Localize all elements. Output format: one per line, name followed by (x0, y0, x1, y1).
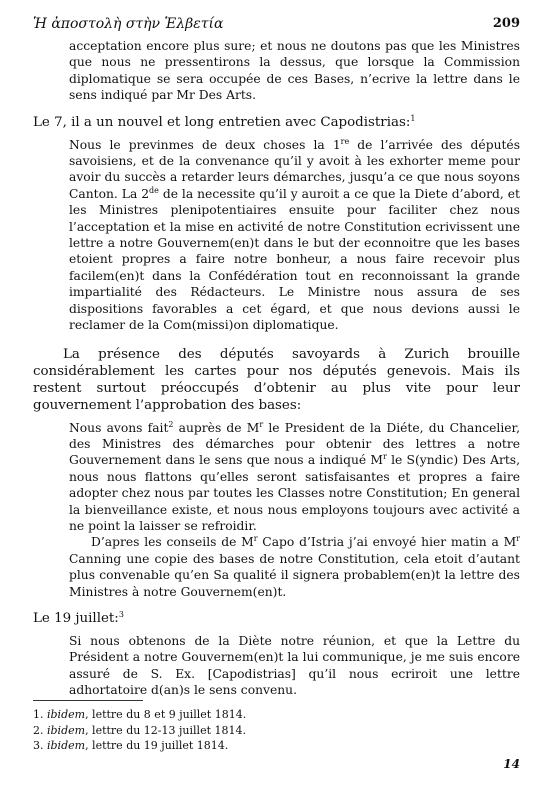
narrative-line-7 (33, 114, 520, 131)
quote-capodistrias (69, 137, 520, 334)
quote-canning (69, 534, 520, 600)
paragraph-text: Si nous obtenons de la Diète notre réunion, et que la Lettre du Président a notre Gouvernem(en)t la lui communique, je me suis encore assuré de S. Ex. [Capodistrias] qu’il nous ecriroit une lettre adhortatoire d(an)s le sens convenu. (69, 633, 520, 698)
signature-mark: 14 (503, 757, 520, 771)
superscript: de (149, 185, 159, 195)
superscript: r (383, 452, 387, 462)
footnote-text: , lettre du 19 juillet 1814. (85, 739, 229, 752)
narrative-paragraph (33, 346, 520, 414)
footnote-divider (33, 700, 143, 701)
paragraph-text: acceptation encore plus sure; et nous ne doutons pas que les Ministres que nous ne pressentirons la dessus, que lorsque la Commission diplomatique se sera occupée de ces Bases, n’ecrive la lettre dans le sens indiqué par Mr Des Arts. (69, 39, 520, 103)
footnote-ref-3[interactable]: 3 (118, 609, 124, 619)
paragraph-text: Le 7, il a un nouvel et long entretien avec Capodistrias: (33, 114, 411, 130)
running-header (33, 16, 520, 36)
footnote-1 (33, 707, 513, 723)
superscript: r (259, 419, 264, 429)
paragraph-text: le President de la Diéte, du Chancelier, des Ministres des démarches pour obtenir des lettres a notre Gouvernement dans le sens que nous a indiqué M (69, 420, 520, 468)
paragraph-text: auprès de M (173, 420, 260, 435)
page-number: 209 (492, 16, 520, 31)
footnote-ref-word: ibidem (47, 723, 86, 737)
footnote-ref-2[interactable]: 2 (168, 419, 174, 429)
footnote-number: 3. (33, 739, 44, 752)
superscript: r (253, 534, 258, 544)
running-title: Ἡ ἀποστολὴ στὴν Ἑλβετία (33, 16, 224, 32)
footnotes (33, 707, 513, 754)
footnote-ref-word: ibidem (47, 739, 86, 752)
page-body (33, 38, 520, 699)
paragraph-text: le S(yndic) Des Arts, nous nous flattons qu’elles seront satisfaisantes et propres a faire adopter chez nous par toutes les Classes notre Constitution; En general la bienveillance existe, et nous nous employons toujours avec activité a ne point la laisser se refroidir. (69, 453, 520, 533)
quote-diete (69, 633, 520, 699)
superscript: r (516, 534, 520, 544)
narrative-line-19 (33, 610, 520, 627)
paragraph-text: Canning une copie des bases de notre Constitution, cela etoit d’autant plus convenable qu’en Sa qualité il signera probablem(en)t la lettre des Ministres à notre Gouvernem(en)t. (69, 551, 520, 599)
footnote-3 (33, 738, 513, 754)
paragraph-text: de la necessite qu’il y auroit a ce que la Diete d’abord, et les Ministres plenipotentiaires ensuite pour faciliter chez nous l’acceptation et la mise en activité de notre Constitution ecrivissent une lettre a notre Gouvernem(en)t dans le but der econnoitre que les bases etoient propres a faire notre bonheur, a nous faire recevoir plus facilem(en)t dans la Confédération tout en reconnoissant la grande impartialité des Rédacteurs. Le Ministre nous assura de ses dispositions favorables a cet égard, et que nous devions aussi le reclamer de la Com(missi)on diplomatique. (69, 186, 520, 333)
footnote-number: 1. (33, 708, 44, 721)
footnote-text: , lettre du 8 et 9 juillet 1814. (85, 708, 247, 721)
superscript: re (340, 136, 350, 146)
paragraph-text: D’apres les conseils de M (91, 535, 254, 550)
paragraph-text: Capo d’Istria j’ai envoyé hier matin a M (257, 535, 517, 550)
footnote-ref-1[interactable]: 1 (410, 113, 416, 123)
footnote-text: , lettre du 12-13 juillet 1814. (85, 723, 246, 737)
paragraph-text: Le 19 juillet: (33, 610, 119, 626)
paragraph-text: Nous avons fait (69, 420, 169, 435)
quote-demarches (69, 420, 520, 535)
footnote-ref-word: ibidem (47, 708, 86, 721)
paragraph-text: Nous le previnmes de deux choses la 1 (69, 137, 341, 152)
paragraph-text: La présence des députés savoyards à Zurich brouille considérablement les cartes pour nos députés genevois. Mais ils restent surtout préoccupés d’obtenir au plus vite pour leur gouvernement l’approbation des bases: (33, 346, 520, 413)
quote-continuation (69, 38, 520, 104)
paragraph-text: de l’arrivée des députés savoisiens, et de la convenance qu’il y avoit à les exhorter meme pour avoir du succès a retarder leurs démarches, jusqu’a ce que nous soyons Canton. La 2 (69, 137, 521, 201)
footnote-2 (33, 723, 513, 739)
footnote-number: 2. (33, 723, 44, 737)
